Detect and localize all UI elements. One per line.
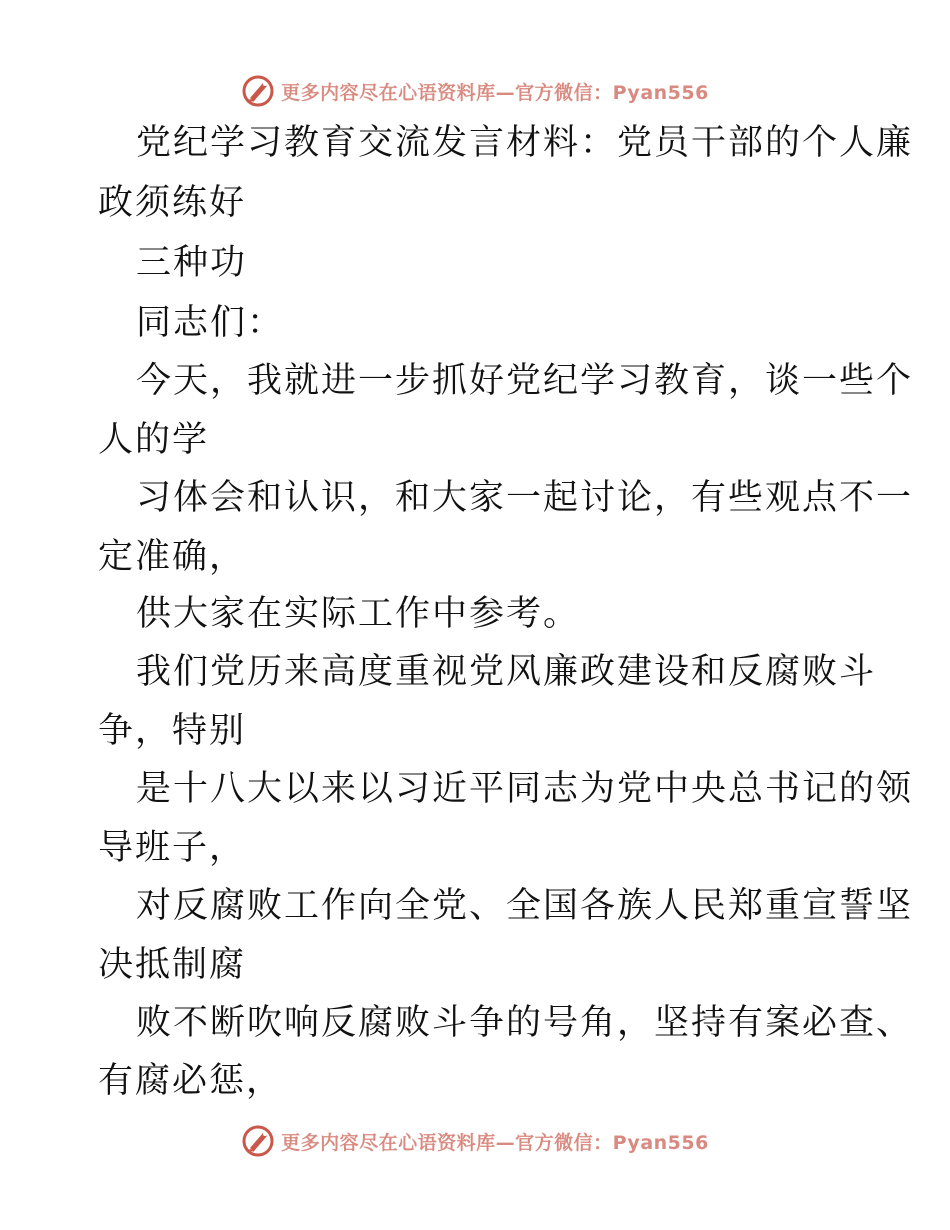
watermark-text: 更多内容尽在心语资料库—官方微信：Pyan556: [281, 1131, 709, 1154]
text-line: 同志们：: [136, 303, 285, 343]
text-line: 党纪学习教育交流发言材料：党员干部的个人廉: [136, 123, 914, 163]
text-line: 政须练好: [98, 183, 247, 223]
text-line: 习体会和认识，和大家一起讨论，有些观点不一: [136, 478, 914, 518]
text-line: 三种功: [136, 243, 248, 283]
footer-watermark: [0, 1121, 950, 1161]
header-watermark: [0, 71, 950, 111]
watermark-text: 更多内容尽在心语资料库—官方微信：Pyan556: [281, 81, 709, 104]
text-line: 导班子，: [98, 828, 247, 868]
text-line: 我们党历来高度重视党风廉政建设和反腐败斗: [136, 652, 877, 692]
text-line: 供大家在实际工作中参考。: [136, 594, 581, 634]
brush-pen-logo-icon: [241, 1124, 275, 1158]
brush-pen-logo-icon: [241, 74, 275, 108]
text-line: 今天，我就进一步抓好党纪学习教育，谈一些个: [136, 361, 914, 401]
text-line: 决抵制腐: [98, 945, 247, 985]
text-line: 对反腐败工作向全党、全国各族人民郑重宣誓坚: [136, 886, 914, 926]
text-line: 是十八大以来以习近平同志为党中央总书记的领: [136, 769, 914, 809]
text-line: 定准确，: [98, 537, 247, 577]
text-line: 人的学: [98, 420, 210, 460]
text-line: 败不断吹响反腐败斗争的号角，坚持有案必查、: [136, 1003, 914, 1043]
text-line: 有腐必惩，: [98, 1061, 284, 1101]
text-line: 争，特别: [98, 711, 247, 751]
